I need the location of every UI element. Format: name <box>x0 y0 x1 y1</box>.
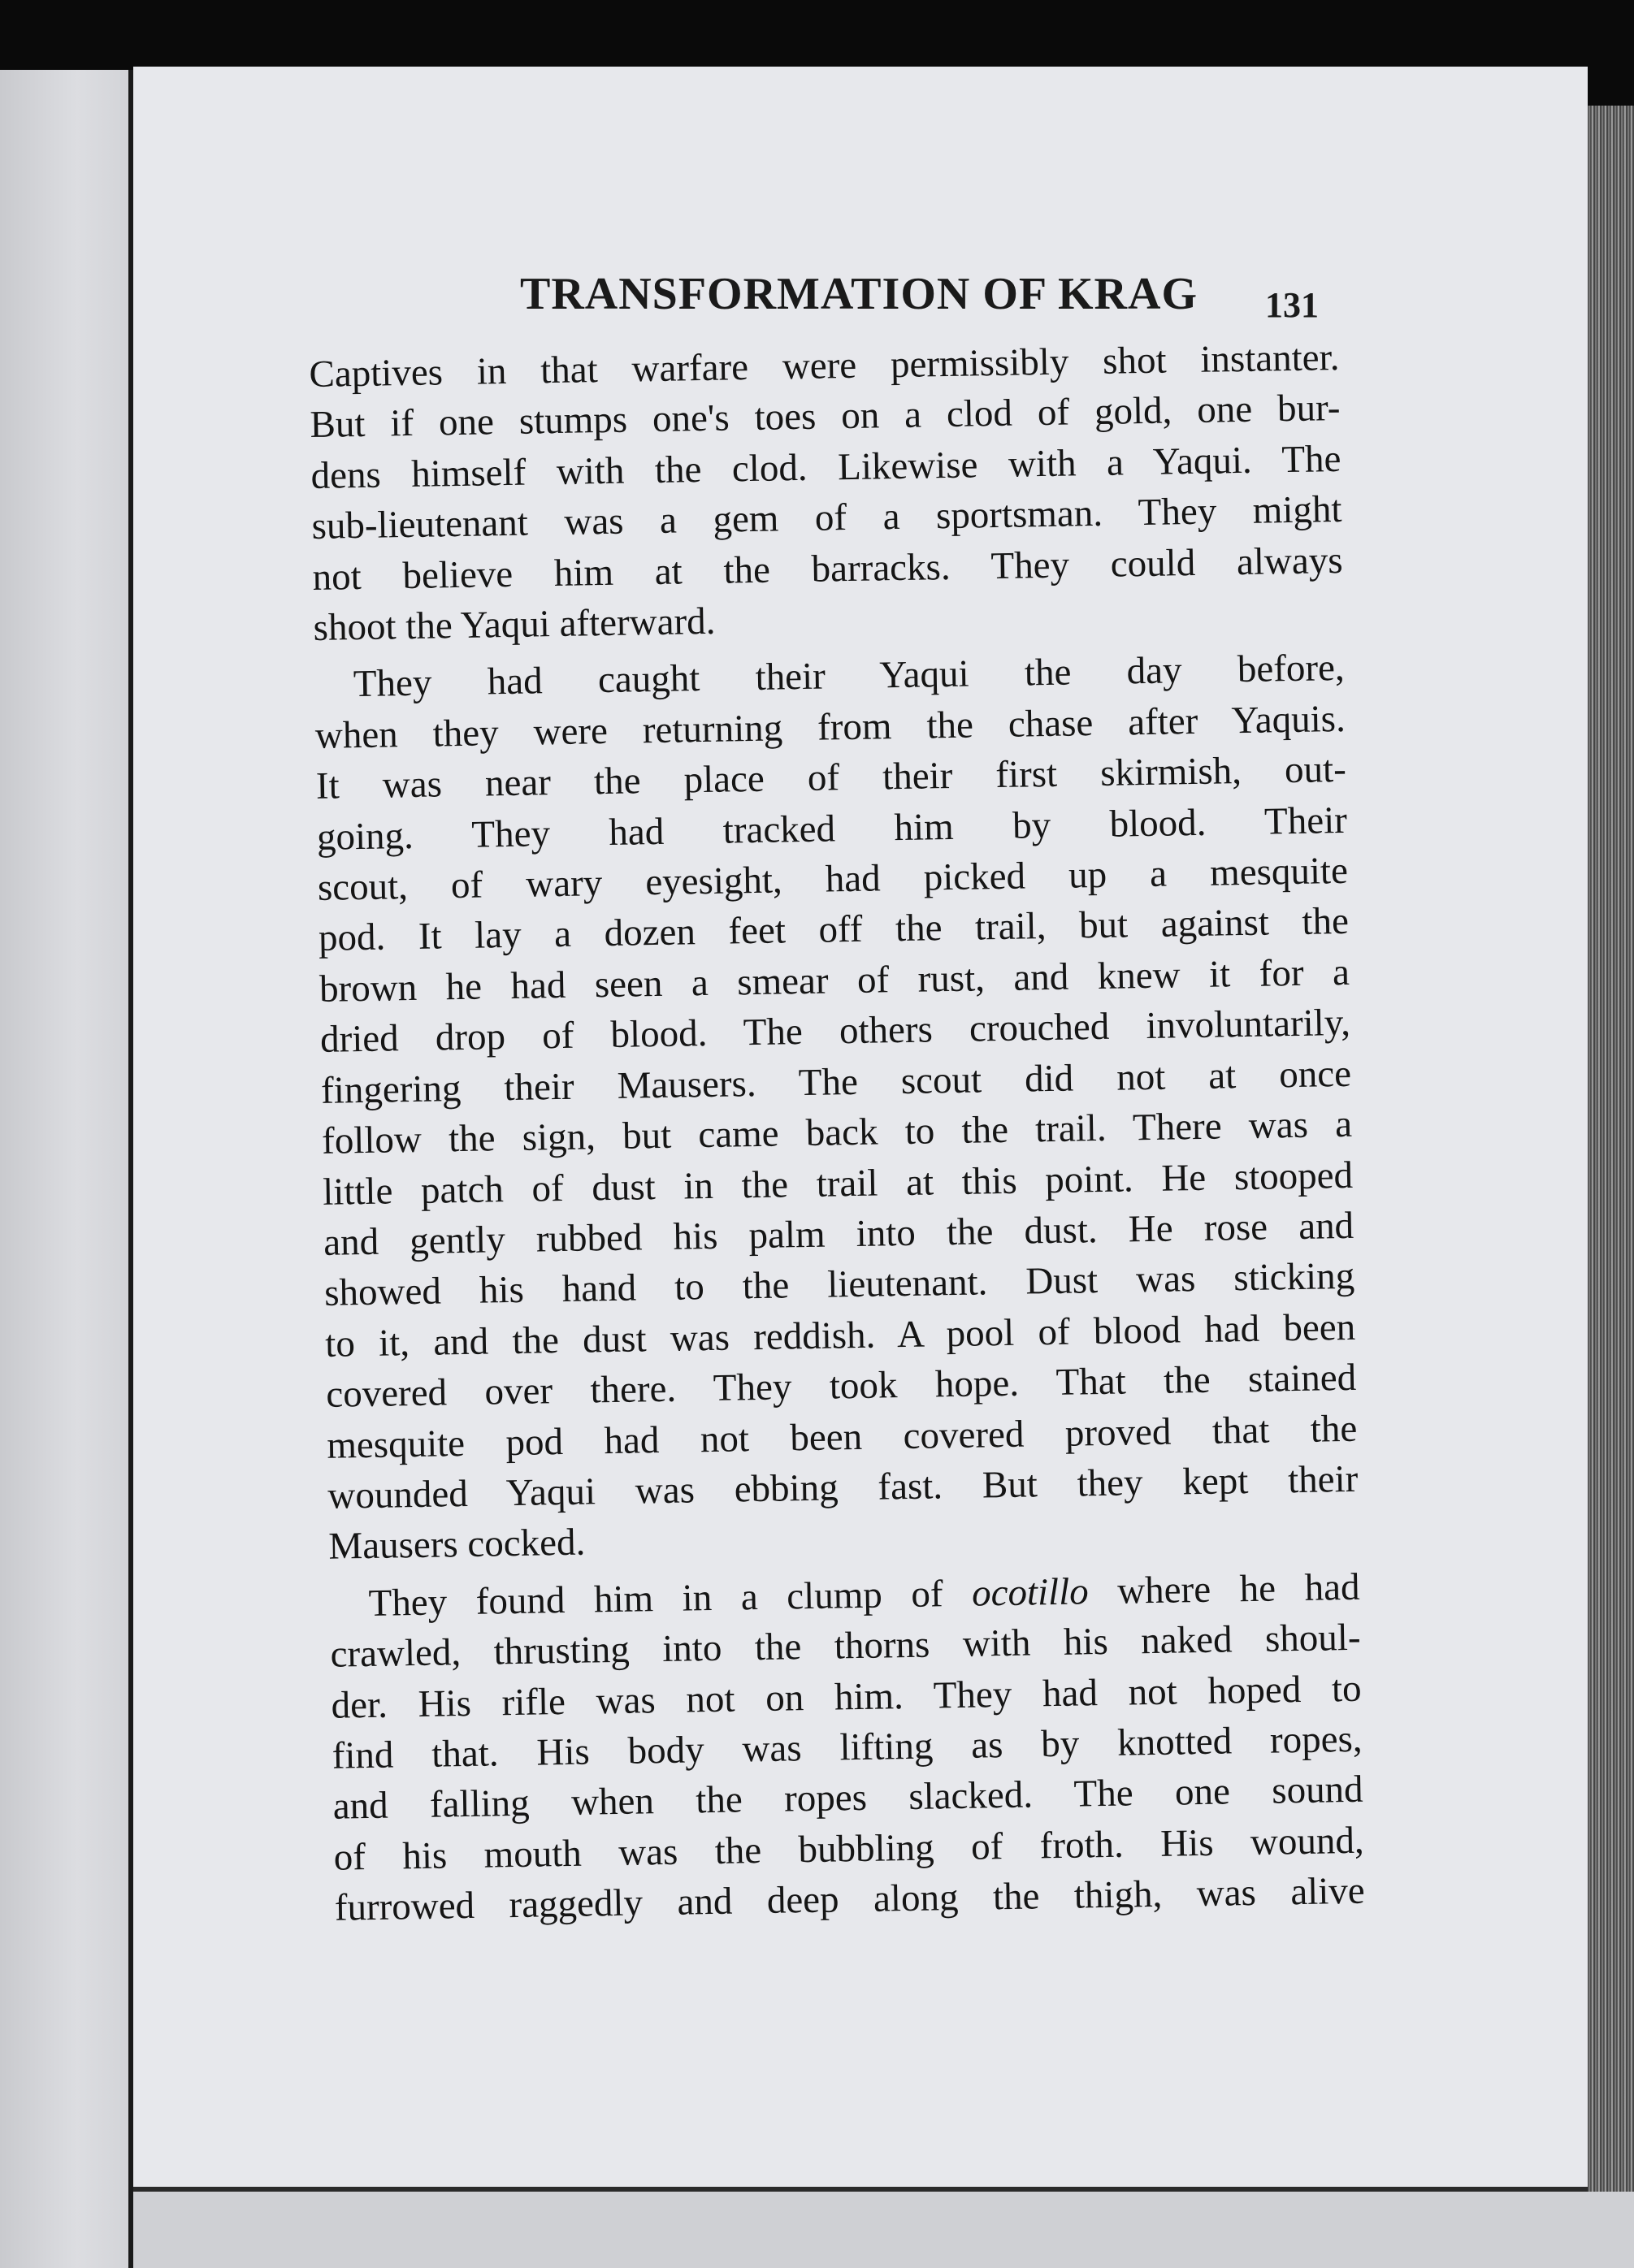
facing-page-edge <box>0 70 128 2268</box>
text-line: But if one stumps one's toes on a clod of gold, one bur- <box>310 387 1341 447</box>
text-line: find that. His body was lifting as by knotted ropes, <box>332 1717 1363 1777</box>
text-run: where he had <box>1088 1565 1360 1613</box>
text-line: brown he had seen a smear of rust, and knew it for a <box>319 950 1350 1011</box>
text-line: der. His rifle was not on him. They had not hoped to <box>331 1667 1362 1727</box>
text-line: Mausers cocked. <box>328 1521 586 1569</box>
text-line: and falling when the ropes slacked. The one sound <box>332 1768 1364 1829</box>
paragraph-2 <box>314 643 1359 1572</box>
text-line: covered over there. They took hope. That the stained <box>325 1356 1357 1416</box>
text-line: little patch of dust in the trail at this point. He stooped <box>322 1153 1354 1214</box>
text-line: when they were returning from the chase after Yaquis. <box>314 697 1346 757</box>
text-line: sub-lieutenant was a gem of a sportsman. They might <box>311 488 1342 548</box>
page-edge-stack <box>1588 106 1634 2218</box>
text-line: not believe him at the barracks. They could always <box>312 539 1343 599</box>
text-line: of his mouth was the bubbling of froth. His wound, <box>333 1819 1365 1879</box>
text-line: Captives in that warfare were permissibly shot instanter. <box>309 335 1340 396</box>
text-line: to it, and the dust was reddish. A pool of blood had been <box>324 1305 1356 1366</box>
paragraph-3 <box>329 1562 1365 1934</box>
italic-term: ocotillo <box>971 1570 1090 1615</box>
page-number: 131 <box>1265 285 1319 325</box>
text-line: dried drop of blood. The others crouched involuntarily, <box>319 1002 1351 1062</box>
text-line: fingering their Mausers. The scout did not at once <box>320 1052 1352 1112</box>
text-line: They had caught their Yaqui the day before, <box>353 647 1346 706</box>
text-run: They found him in a clump of <box>368 1572 973 1625</box>
text-line: showed his hand to the lieutenant. Dust was sticking <box>323 1255 1355 1315</box>
text-line: wounded Yaqui was ebbing fast. But they kept their <box>327 1457 1359 1517</box>
text-line: and gently rubbed his palm into the dust. He rose and <box>323 1204 1354 1264</box>
text-line: dens himself with the clod. Likewise with a Yaqui. The <box>310 437 1341 497</box>
text-line: It was near the place of their first skirmish, out- <box>315 748 1347 808</box>
text-line: scout, of wary eyesight, had picked up a mesquite <box>317 849 1349 909</box>
text-line: pod. It lay a dozen feet off the trail, but against the <box>318 900 1350 960</box>
running-title: TRANSFORMATION OF KRAG <box>520 269 1198 319</box>
text-line: furrowed raggedly and deep along the thigh, was alive <box>334 1869 1366 1929</box>
body-text <box>309 332 1365 1933</box>
bottom-margin-strip <box>133 2192 1634 2268</box>
text-line: shoot the Yaqui afterward. <box>313 599 716 649</box>
text-line: crawled, thrusting into the thorns with his naked shoul- <box>330 1616 1361 1676</box>
text-line: going. They had tracked him by blood. Their <box>316 799 1348 859</box>
text-line: follow the sign, but came back to the trail. There was a <box>321 1102 1353 1162</box>
text-line: mesquite pod had not been covered proved that the <box>326 1407 1358 1467</box>
paragraph-1 <box>309 332 1344 653</box>
